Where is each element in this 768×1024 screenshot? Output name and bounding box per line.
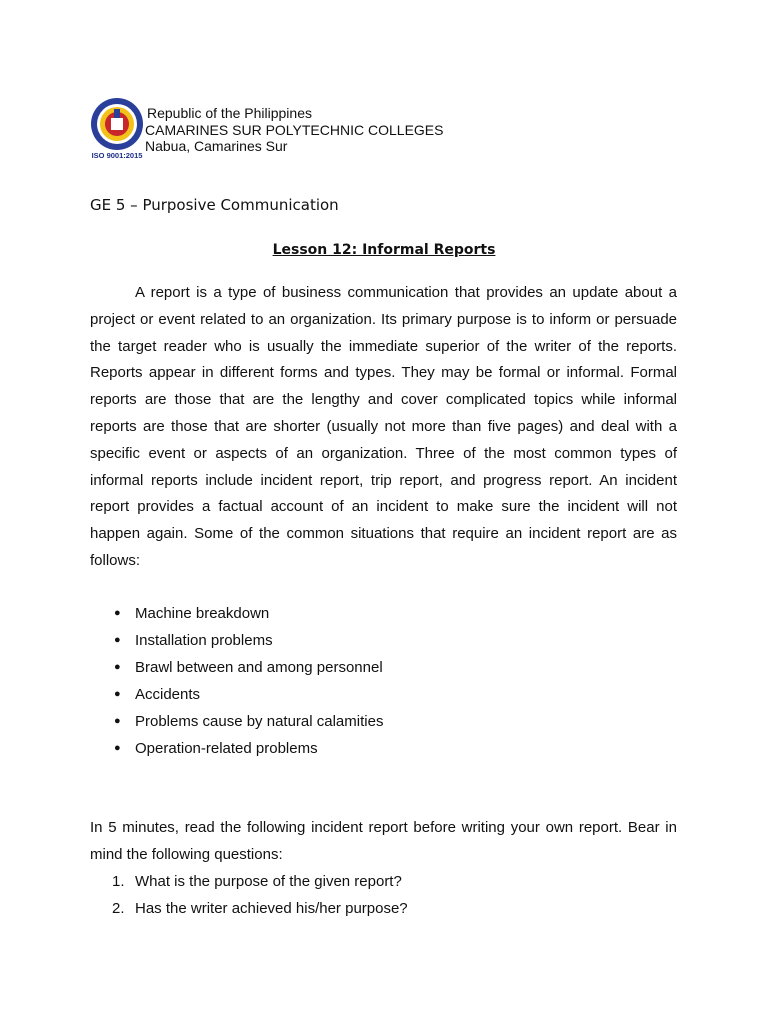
- college-address: Nabua, Camarines Sur: [145, 138, 288, 154]
- questions-list: [90, 868, 677, 922]
- bullet-icon: ●: [114, 607, 121, 619]
- question-text: Has the writer achieved his/her purpose?: [135, 900, 408, 917]
- question-item: [90, 895, 677, 922]
- bullet-icon: ●: [114, 661, 121, 673]
- list-item: ● Operation-related problems: [90, 735, 677, 762]
- question-number: 1.: [112, 873, 125, 890]
- republic-line: Republic of the Philippines: [147, 105, 312, 121]
- question-text: What is the purpose of the given report?: [135, 873, 402, 890]
- lesson-title: Lesson 12: Informal Reports: [272, 242, 496, 258]
- list-item: ● Brawl between and among personnel: [90, 654, 677, 681]
- list-item: ● Machine breakdown: [90, 600, 677, 627]
- institution-block: [145, 105, 443, 155]
- list-item: ● Accidents: [90, 681, 677, 708]
- instruction-paragraph: In 5 minutes, read the following incident report before writing your own report. Bear in mind the following questions:: [90, 819, 677, 863]
- college-logo: [90, 95, 144, 159]
- question-item: [90, 868, 677, 895]
- intro-paragraph: A report is a type of business communication that provides an update about a project or event related to an organization. Its primary purpose is to inform or persuade the target reader who is usually the immediate superior of the writer of the reports. Reports appear in different forms and types. They may be formal or informal. Formal reports are those that are the lengthy and cover complicated topics while informal reports are those that are shorter (usually not more than five pages) and deal with a specific event or aspects of an organization. Three of the most common types of informal reports include incident report, trip report, and progress report. An incident report provides a factual account of an incident to make sure the incident will not happen again. Some of the common situations that require an incident report are as follows:: [90, 284, 677, 569]
- bullet-icon: ●: [114, 742, 121, 754]
- list-item: ● Problems cause by natural calamities: [90, 708, 677, 735]
- list-item: ● Installation problems: [90, 627, 677, 654]
- bullet-icon: ●: [114, 715, 121, 727]
- course-title: GE 5 – Purposive Communication: [90, 196, 339, 214]
- letterhead: [90, 95, 510, 159]
- situations-list: [90, 600, 677, 762]
- bullet-icon: ●: [114, 634, 121, 646]
- question-number: 2.: [112, 900, 125, 917]
- svg-text:ISO 9001:2015: ISO 9001:2015: [91, 151, 143, 159]
- bullet-icon: ●: [114, 688, 121, 700]
- college-name: CAMARINES SUR POLYTECHNIC COLLEGES: [145, 121, 444, 138]
